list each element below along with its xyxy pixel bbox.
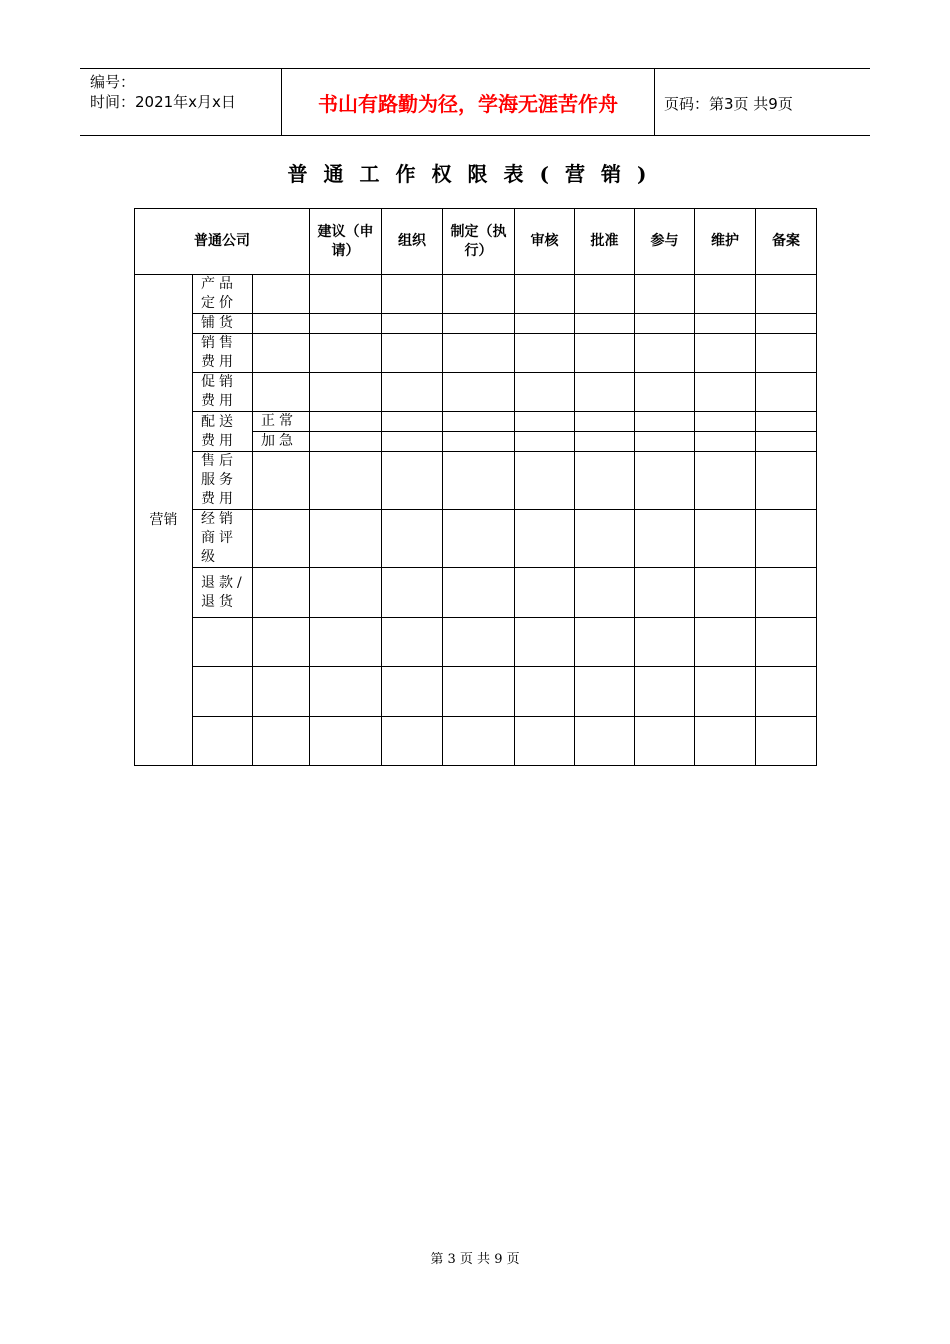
table-row [135,412,817,432]
table-row [135,373,817,412]
table-row [135,667,817,717]
column-header: 审核 [515,209,575,275]
sub-row-label: 加急 [253,432,310,452]
table-row [135,314,817,334]
header-page-info: 页码：第3页 共9页 [664,95,793,113]
table-row [135,618,817,667]
row-label: 产品定价 [193,275,253,314]
row-label: 售后服务费用 [193,452,253,510]
number-label: 编号： [90,73,136,91]
row-label: 经销商评级 [193,510,253,568]
column-header: 批准 [575,209,635,275]
row-label: 促销费用 [193,373,253,412]
header-left [80,69,281,135]
table-row [135,717,817,766]
sub-row-label: 正常 [253,412,310,432]
table-row [135,275,817,314]
table-header-row [135,209,817,275]
table-row [135,568,817,618]
row-label: 退款/退货 [193,568,253,618]
column-header: 制定（执行） [443,209,515,275]
page-header [80,68,870,136]
date-label: 时间：2021年x月x日 [90,93,236,111]
header-motto: 书山有路勤为径，学海无涯苦作舟 [318,91,618,116]
table-row [135,334,817,373]
table-row [135,452,817,510]
column-header: 维护 [695,209,756,275]
column-header: 备案 [756,209,817,275]
table-row [135,510,817,568]
category-cell: 营销 [135,275,193,766]
row-label: 铺货 [193,314,253,334]
row-label: 配送费用 [193,412,253,452]
company-header: 普通公司 [135,209,310,275]
permission-table [134,208,817,766]
row-label: 销售费用 [193,334,253,373]
column-header: 组织 [382,209,443,275]
page-footer: 第 3 页 共 9 页 [430,1252,520,1267]
column-header: 建议（申请） [310,209,382,275]
page-title: 普通工作权限表(营销) [287,162,663,186]
column-header: 参与 [635,209,695,275]
header-divider [654,69,655,135]
